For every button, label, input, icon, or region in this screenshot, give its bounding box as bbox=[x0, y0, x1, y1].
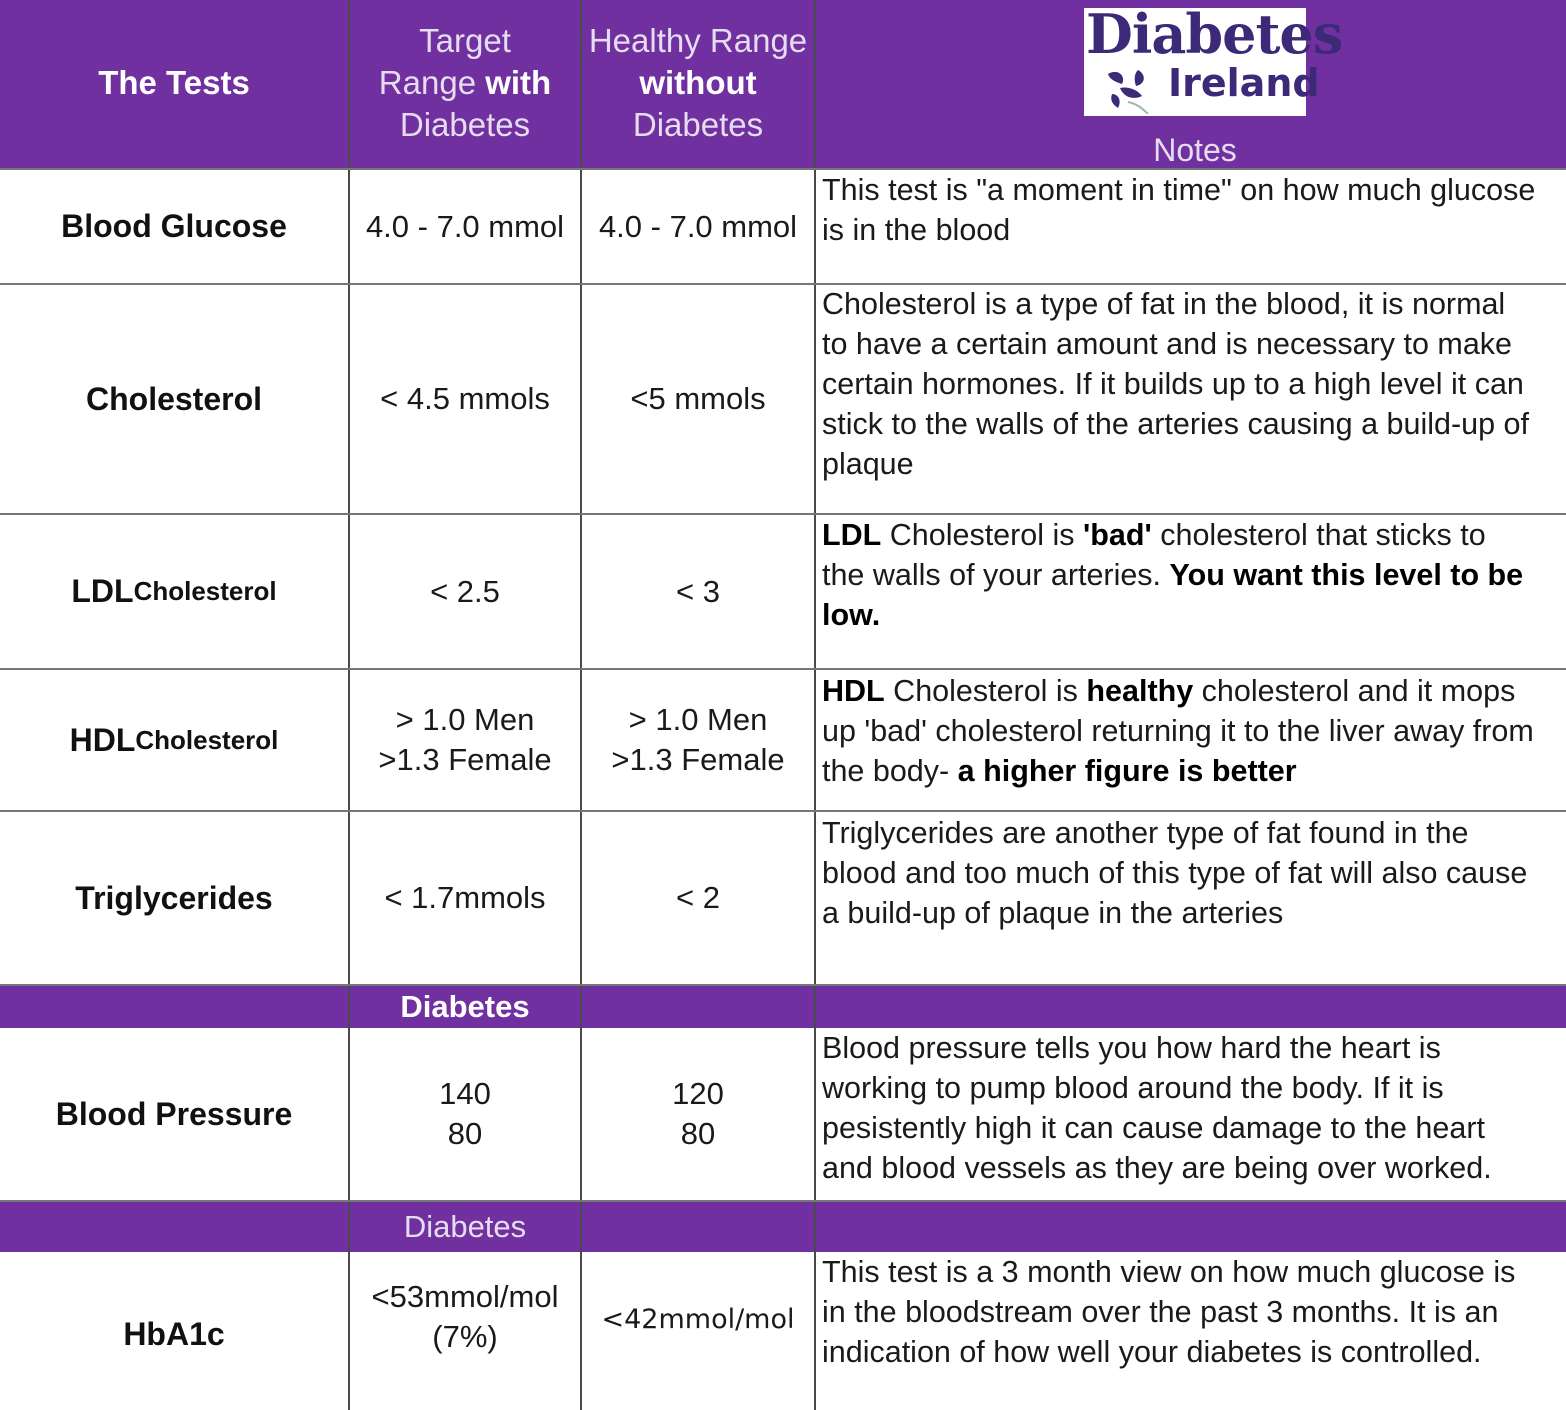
note-text: cholesterol that sticks to bbox=[1151, 518, 1486, 552]
healthy-hdl bbox=[582, 670, 814, 810]
section-band-2 bbox=[0, 1202, 1566, 1252]
note-line: is in the blood bbox=[822, 213, 1011, 247]
note-line: a build-up of plaque in the arteries bbox=[822, 896, 1284, 930]
value-line: >1.3 Female bbox=[611, 742, 785, 777]
value-line: 120 bbox=[672, 1076, 724, 1111]
target-cholesterol bbox=[350, 285, 580, 513]
test-hdl-bold: HDL bbox=[69, 721, 136, 758]
header-tests-label: The Tests bbox=[98, 64, 250, 101]
test-cholesterol: Cholesterol bbox=[85, 380, 263, 417]
header-with-line2b: with bbox=[485, 64, 552, 101]
value-line: 4.0 - 7.0 mmol bbox=[598, 208, 798, 244]
value-line: <5 mmols bbox=[630, 381, 766, 416]
section-band-label: Diabetes bbox=[400, 989, 530, 1024]
notes-hba1c bbox=[822, 1252, 1566, 1372]
value-line: < 2.5 bbox=[430, 573, 500, 609]
note-line bbox=[822, 595, 1566, 635]
note-line: plaque bbox=[822, 447, 914, 481]
test-hdl-cholesterol bbox=[0, 670, 348, 810]
healthy-ldl bbox=[582, 515, 814, 668]
column-divider bbox=[814, 0, 816, 1410]
value-line: > 1.0 Men bbox=[628, 702, 768, 737]
healthy-blood-glucose bbox=[582, 170, 814, 283]
value-line: 140 bbox=[439, 1076, 491, 1111]
note-line: stick to the walls of the arteries causing a build-up of bbox=[822, 407, 1529, 441]
test-triglycerides: Triglycerides bbox=[75, 879, 273, 916]
note-line bbox=[822, 671, 1566, 711]
value-line: (7%) bbox=[432, 1319, 498, 1354]
note-line: Blood pressure tells you how hard the heart is bbox=[822, 1031, 1441, 1065]
test-hdl-small: Cholesterol bbox=[135, 724, 279, 755]
note-line: This test is a 3 month view on how much glucose is bbox=[822, 1255, 1516, 1289]
diabetes-ireland-logo bbox=[1084, 2, 1343, 116]
test-ldl-small: Cholesterol bbox=[133, 576, 277, 606]
target-hba1c bbox=[350, 1252, 580, 1382]
target-blood-glucose bbox=[350, 170, 580, 283]
value-line: 80 bbox=[680, 1116, 716, 1151]
value-line: 80 bbox=[447, 1116, 483, 1151]
header-with-diabetes bbox=[350, 20, 580, 146]
note-bold: a higher figure is better bbox=[957, 754, 1297, 788]
value-line: < 3 bbox=[676, 573, 720, 609]
note-text: cholesterol and it mops bbox=[1193, 674, 1516, 708]
flower-icon bbox=[1098, 64, 1162, 114]
notes-blood-pressure bbox=[822, 1028, 1566, 1188]
note-line: Cholesterol is a type of fat in the blood, it is normal bbox=[822, 287, 1506, 321]
logo-word-ireland: Ireland bbox=[1168, 61, 1320, 105]
note-line: pesistently high it can cause damage to the heart bbox=[822, 1111, 1485, 1145]
note-bold: healthy bbox=[1086, 674, 1194, 708]
note-line: in the bloodstream over the past 3 months. It is an bbox=[822, 1295, 1499, 1329]
notes-ldl bbox=[822, 515, 1566, 635]
note-line bbox=[822, 751, 1566, 791]
note-line: and blood vessels as they are being over worked. bbox=[822, 1151, 1492, 1185]
note-line: This test is "a moment in time" on how much glucose bbox=[822, 173, 1536, 207]
value-line: > 1.0 Men bbox=[395, 702, 535, 737]
note-text: the walls of your arteries. bbox=[822, 558, 1170, 592]
note-line: to have a certain amount and is necessary to make bbox=[822, 327, 1513, 361]
healthy-triglycerides bbox=[582, 812, 814, 984]
test-blood-glucose: Blood Glucose bbox=[61, 208, 287, 244]
note-bold: HDL bbox=[822, 674, 885, 708]
test-blood-pressure: Blood Pressure bbox=[55, 1095, 293, 1132]
header-tests bbox=[0, 0, 348, 166]
healthy-hba1c bbox=[582, 1252, 814, 1388]
note-line bbox=[822, 515, 1566, 555]
section-band-1 bbox=[0, 986, 1566, 1028]
header-without-diabetes bbox=[582, 20, 814, 146]
header-notes: Notes bbox=[1153, 132, 1237, 168]
target-blood-pressure bbox=[350, 1028, 580, 1200]
note-text: Cholesterol is bbox=[884, 674, 1087, 708]
note-bold: LDL bbox=[822, 518, 882, 552]
note-line: blood and too much of this type of fat will also cause bbox=[822, 856, 1528, 890]
note-line: Triglycerides are another type of fat found in the bbox=[822, 816, 1469, 850]
row-divider bbox=[0, 984, 1566, 986]
notes-triglycerides bbox=[822, 813, 1566, 933]
note-line: up 'bad' cholesterol returning it to the liver away from bbox=[822, 714, 1534, 748]
note-line: indication of how well your diabetes is controlled. bbox=[822, 1335, 1482, 1369]
note-bold: You want this level to be bbox=[1169, 558, 1524, 592]
test-ldl-bold: LDL bbox=[71, 573, 134, 609]
header-with-line2a: Range bbox=[378, 64, 486, 101]
target-ldl bbox=[350, 515, 580, 668]
notes-blood-glucose bbox=[822, 170, 1566, 250]
test-hba1c: HbA1c bbox=[123, 1316, 225, 1352]
target-triglycerides bbox=[350, 812, 580, 984]
value-line: < 2 bbox=[676, 880, 720, 915]
note-text: the body- bbox=[822, 754, 958, 788]
note-bold: low. bbox=[822, 598, 881, 632]
value-line: <53mmol/mol bbox=[371, 1279, 559, 1314]
header-with-line1: Target bbox=[419, 22, 511, 59]
header-without-line2: without bbox=[639, 64, 757, 101]
test-ldl-cholesterol bbox=[0, 515, 348, 668]
section-band-label: Diabetes bbox=[403, 1209, 527, 1244]
note-line: working to pump blood around the body. If it is bbox=[822, 1071, 1444, 1105]
note-text: Cholesterol is bbox=[881, 518, 1084, 552]
value-line: < 1.7mmols bbox=[384, 880, 546, 915]
healthy-blood-pressure bbox=[582, 1028, 814, 1200]
target-hdl bbox=[350, 670, 580, 810]
notes-hdl bbox=[822, 671, 1566, 791]
value-line: >1.3 Female bbox=[378, 742, 552, 777]
header-without-line3: Diabetes bbox=[632, 106, 764, 143]
header-with-line3: Diabetes bbox=[399, 106, 531, 143]
healthy-cholesterol bbox=[582, 285, 814, 513]
row-divider bbox=[0, 1200, 1566, 1202]
header-without-line1: Healthy Range bbox=[588, 22, 808, 59]
notes-cholesterol bbox=[822, 284, 1566, 484]
header-with-line2 bbox=[379, 62, 551, 104]
value-line: < 4.5 mmols bbox=[380, 381, 550, 416]
logo-word-diabetes: Diabetes bbox=[1086, 2, 1343, 66]
value-line: <42mmol/mol bbox=[601, 1304, 795, 1335]
note-line bbox=[822, 555, 1566, 595]
note-bold: 'bad' bbox=[1083, 518, 1152, 552]
value-line: 4.0 - 7.0 mmol bbox=[365, 208, 565, 244]
note-line: certain hormones. If it builds up to a high level it can bbox=[822, 367, 1524, 401]
